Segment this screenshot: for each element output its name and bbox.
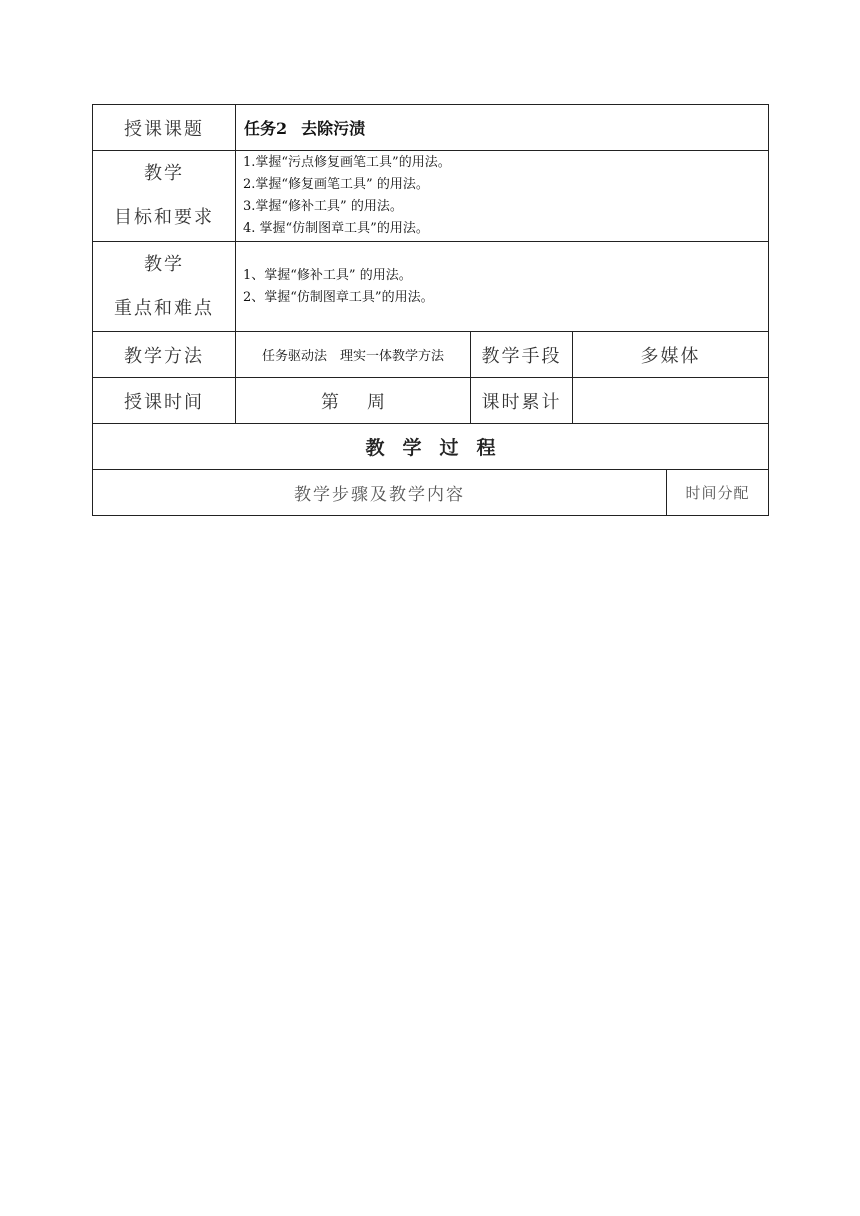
steps-header-row (93, 470, 769, 516)
goal-item: 4. 掌握“仿制图章工具”的用法。 (243, 221, 429, 236)
key-points-label-line1: 教学 (144, 253, 184, 275)
time-row (93, 378, 769, 424)
key-point-item: 1、掌握“修补工具” 的用法。 (243, 267, 412, 283)
time-label: 授课时间 (93, 378, 236, 424)
method-label: 教学方法 (93, 332, 236, 378)
means-label: 教学手段 (471, 332, 573, 378)
topic-label: 授课课题 (93, 105, 236, 151)
goal-item: 1.掌握“污点修复画笔工具”的用法。 (243, 155, 451, 170)
goals-list (236, 151, 769, 242)
process-title: 教学过程 (93, 424, 769, 470)
week-prefix: 第 (321, 391, 339, 413)
hours-label: 课时累计 (471, 378, 573, 424)
means-value: 多媒体 (573, 332, 769, 378)
method-value: 任务驱动法 理实一体教学方法 (236, 332, 471, 378)
goal-item: 3.掌握“修补工具” 的用法。 (243, 199, 403, 214)
key-points-label-line2: 重点和难点 (114, 297, 214, 319)
hours-value (573, 378, 769, 424)
goals-label-line1: 教学 (144, 163, 184, 184)
week-value (236, 378, 471, 424)
steps-header: 教学步骤及教学内容 (93, 470, 667, 516)
goals-label (93, 151, 236, 242)
goal-item: 2.掌握“修复画笔工具” 的用法。 (243, 177, 429, 192)
method-row (93, 332, 769, 378)
topic-value (236, 105, 769, 151)
time-allocation-header: 时间分配 (667, 470, 769, 516)
key-points-row (93, 242, 769, 332)
key-point-item: 2、掌握“仿制图章工具”的用法。 (243, 289, 434, 305)
week-suffix: 周 (367, 391, 385, 413)
topic-title: 去除污渍 (301, 119, 366, 138)
lesson-plan-table (92, 104, 769, 516)
process-row (93, 424, 769, 470)
goals-row (93, 151, 769, 242)
topic-task: 任务2 (244, 119, 288, 138)
topic-row (93, 105, 769, 151)
key-points-label (93, 242, 236, 332)
goals-label-line2: 目标和要求 (114, 207, 214, 228)
key-points-list (236, 242, 769, 332)
